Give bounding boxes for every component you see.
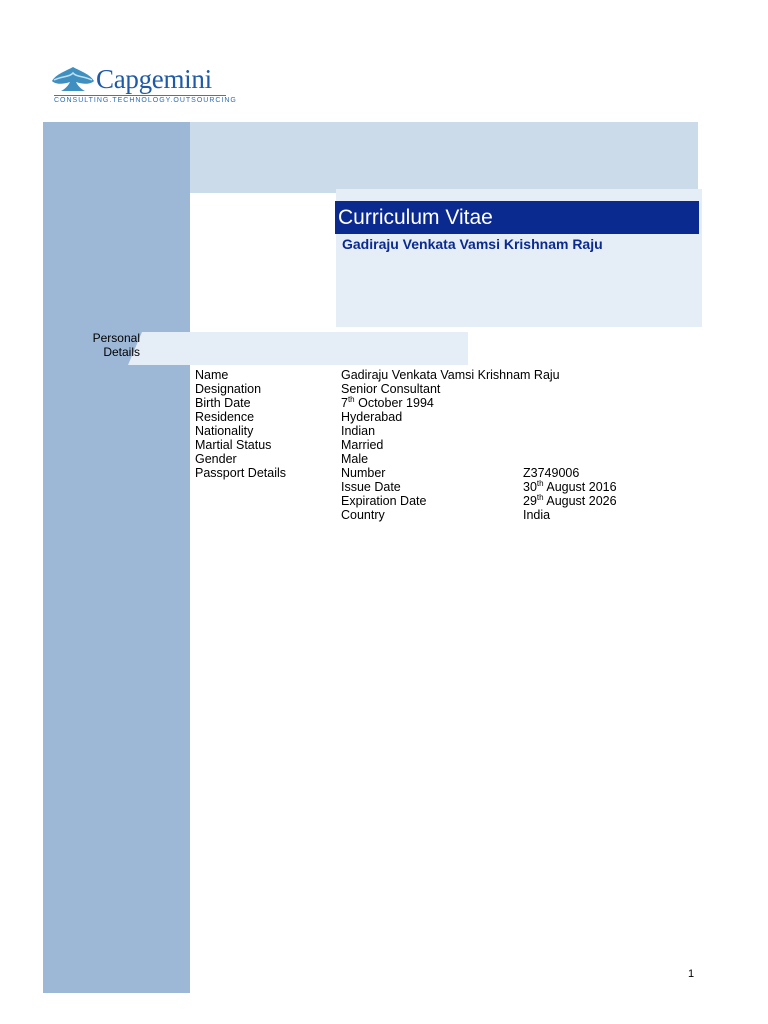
- detail-label: Gender: [195, 452, 237, 466]
- spade-logo-icon: [50, 64, 96, 96]
- document-title: Curriculum Vitae: [335, 201, 699, 234]
- passport-field: Expiration Date: [341, 494, 427, 508]
- section-label-line2: Details: [103, 345, 140, 359]
- issue-day: 30: [523, 480, 537, 494]
- issue-day-suffix: th: [536, 478, 544, 488]
- expiration-month-year: August 2026: [543, 494, 617, 508]
- expiration-day: 29: [523, 494, 537, 508]
- passport-value: Z3749006: [523, 466, 580, 480]
- logo-wordmark: Capgemini: [96, 64, 212, 94]
- detail-value: Gadiraju Venkata Vamsi Krishnam Raju: [341, 368, 560, 382]
- passport-value: India: [523, 508, 551, 522]
- passport-field: Issue Date: [341, 480, 401, 494]
- detail-value: [341, 396, 434, 410]
- expiration-day-suffix: th: [536, 492, 544, 502]
- detail-value: Married: [341, 438, 384, 452]
- detail-value: Indian: [341, 424, 376, 438]
- detail-value: Male: [341, 452, 369, 466]
- left-sidebar-band: [43, 122, 190, 993]
- candidate-name-heading: Gadiraju Venkata Vamsi Krishnam Raju: [342, 236, 603, 252]
- birth-month-year: October 1994: [354, 396, 434, 410]
- capgemini-logo: [50, 64, 240, 110]
- logo-rule: [54, 95, 226, 96]
- detail-label: Name: [195, 368, 229, 382]
- detail-value: Hyderabad: [341, 410, 403, 424]
- page-number: 1: [688, 968, 695, 980]
- detail-label: Martial Status: [195, 438, 272, 452]
- birth-day-suffix: th: [347, 394, 355, 404]
- issue-month-year: August 2016: [543, 480, 617, 494]
- detail-label: Residence: [195, 410, 255, 424]
- detail-label: Designation: [195, 382, 262, 396]
- section-label-line1: Personal: [92, 331, 140, 345]
- passport-field: Number: [341, 466, 386, 480]
- detail-value: Senior Consultant: [341, 382, 441, 396]
- logo-tagline: CONSULTING.TECHNOLOGY.OUTSOURCING: [54, 97, 237, 104]
- section-label-personal-details: [82, 331, 140, 363]
- detail-label: Passport Details: [195, 466, 287, 480]
- birth-day: 7: [341, 396, 348, 410]
- passport-value: [523, 494, 617, 508]
- detail-label: Birth Date: [195, 396, 251, 410]
- section-tab-personal-details: [128, 332, 468, 365]
- passport-field: Country: [341, 508, 385, 522]
- detail-label: Nationality: [195, 424, 254, 438]
- top-header-band: [190, 122, 698, 193]
